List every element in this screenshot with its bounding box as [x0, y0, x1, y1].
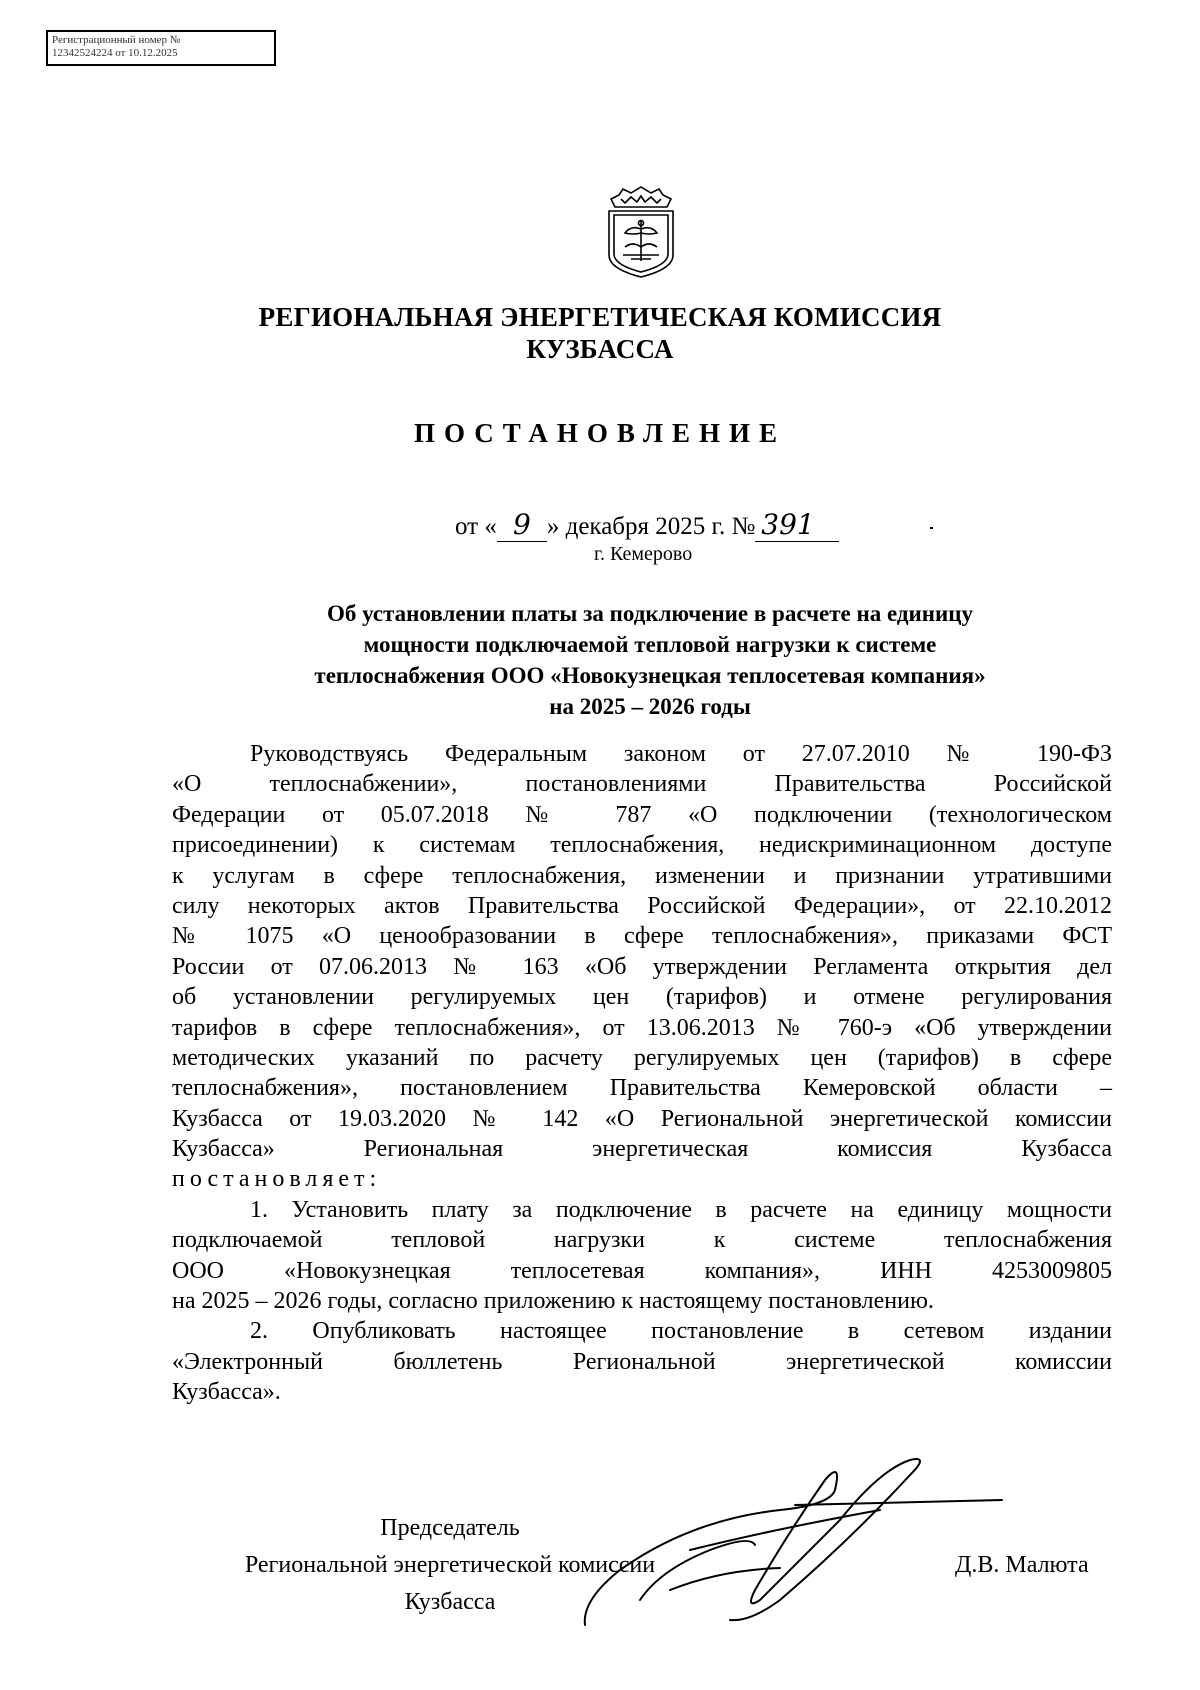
preamble-line: теплоснабжения», постановлением Правительства Кемеровской области – — [172, 1075, 1112, 1102]
title-line: теплоснабжения ООО «Новокузнецкая теплосетевая компания» — [314, 663, 986, 688]
preamble-line: тарифов в сфере теплоснабжения», от 13.06.2013 № 760-э «Об утверждении — [172, 1014, 1112, 1041]
preamble-line: Кузбасса» Региональная энергетическая комиссия Кузбасса — [172, 1136, 1112, 1163]
preamble-line: России от 07.06.2013 № 163 «Об утверждении Регламента открытия дел — [172, 953, 1112, 980]
title-line: Об установлении платы за подключение в расчете на единицу — [326, 601, 974, 626]
preamble-line: Руководствуясь Федеральным законом от 27.07.2010 № 190-ФЗ — [250, 741, 1112, 767]
title-line: на 2025 – 2026 годы — [549, 694, 751, 719]
item-2-line: 2. Опубликовать настоящее постановление в сетевом издании — [250, 1318, 1112, 1345]
title-line: мощности подключаемой тепловой нагрузки к системе — [363, 632, 937, 657]
organization-region: КУЗБАССА — [526, 334, 674, 364]
preamble-line: Кузбасса от 19.03.2020 № 142 «О Региональной энергетической комиссии — [172, 1105, 1112, 1132]
registration-label: Регистрационный номер № — [52, 34, 181, 46]
date-prefix: от « — [455, 513, 497, 540]
signatory-position: Председатель — [380, 1515, 520, 1541]
preamble-line: Федерации от 05.07.2018 № 787 «О подключении (технологическом — [172, 801, 1112, 828]
item-1-line: 1. Установить плату за подключение в расчете на единицу мощности — [250, 1196, 1112, 1223]
item-2-line: Кузбасса». — [172, 1379, 281, 1406]
preamble-line: присоединении) к системам теплоснабжения, недискриминационном доступе — [172, 832, 1112, 859]
date-day: 9 — [497, 508, 547, 542]
preamble-line: об установлении регулируемых цен (тарифов) и отмене регулирования — [172, 984, 1112, 1011]
registration-stamp — [46, 30, 276, 66]
document-number: 391 — [755, 508, 839, 542]
document-body — [172, 739, 1112, 1408]
handwritten-signature — [580, 1450, 1010, 1630]
preamble-line: «О теплоснабжении», постановлениями Правительства Российской — [172, 771, 1112, 798]
resolves-word: постановляет: — [172, 1166, 382, 1193]
preamble-line: № 1075 «О ценообразовании в сфере теплоснабжения», приказами ФСТ — [172, 923, 1112, 950]
document-type: ПОСТАНОВЛЕНИЕ — [413, 418, 787, 448]
preamble-line: силу некоторых актов Правительства Российской Федерации», от 22.10.2012 — [172, 892, 1112, 919]
signatory-organization: Региональной энергетической комиссии — [244, 1552, 656, 1578]
scan-speck — [930, 527, 933, 529]
item-1-line: ООО «Новокузнецкая теплосетевая компания», ИНН 4253009805 — [172, 1257, 1112, 1284]
organization-name: РЕГИОНАЛЬНАЯ ЭНЕРГЕТИЧЕСКАЯ КОМИССИЯ — [258, 302, 942, 332]
coat-of-arms-icon — [601, 185, 681, 279]
item-2-line: «Электронный бюллетень Региональной энергетической комиссии — [172, 1348, 1112, 1375]
item-1-line: подключаемой тепловой нагрузки к системе теплоснабжения — [172, 1227, 1112, 1254]
signatory-name: Д.В. Малюта — [955, 1552, 1089, 1578]
preamble-line: методических указаний по расчету регулируемых цен (тарифов) в сфере — [172, 1044, 1112, 1071]
item-1-line: на 2025 – 2026 годы, согласно приложению к настоящему постановлению. — [172, 1288, 934, 1315]
registration-number: 12342524224 от 10.12.2025 — [52, 47, 178, 59]
preamble-line: к услугам в сфере теплоснабжения, изменении и признании утратившими — [172, 862, 1112, 889]
document-date-line — [455, 508, 839, 542]
signatory-region: Кузбасса — [404, 1589, 496, 1615]
date-middle: » декабря 2025 г. № — [546, 513, 756, 540]
document-city: г. Кемерово — [594, 543, 693, 565]
document-title — [0, 598, 1200, 722]
